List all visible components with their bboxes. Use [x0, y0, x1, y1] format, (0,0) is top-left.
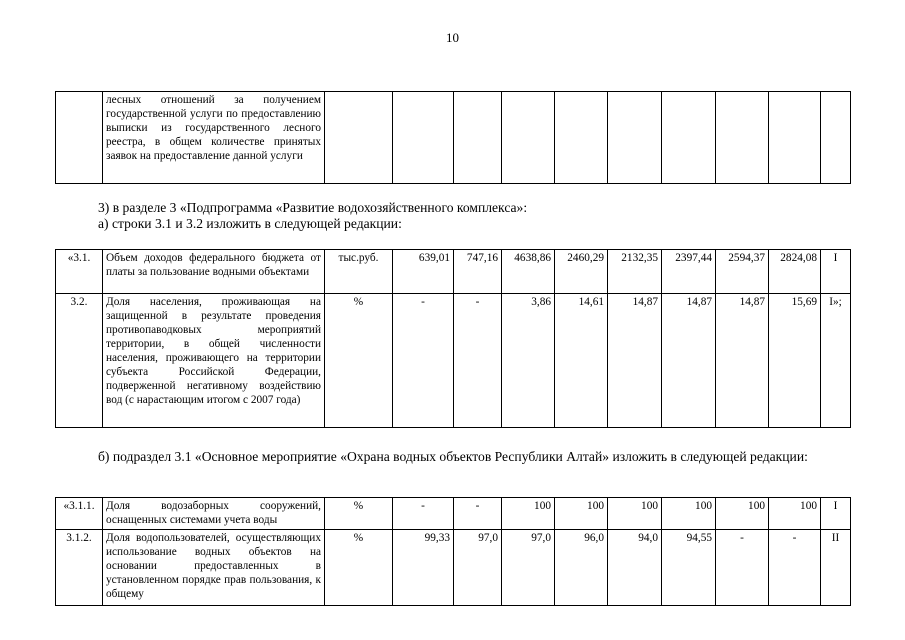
- value-cell: 94,55: [662, 530, 716, 606]
- value-cell: -: [769, 530, 821, 606]
- value-cell: 100: [608, 498, 662, 530]
- table-row: [56, 530, 851, 606]
- paragraph-a: а) строки 3.1 и 3.2 изложить в следующей редакции:: [98, 216, 402, 231]
- value-cell: 15,69: [769, 294, 821, 428]
- value-cell: 4638,86: [502, 250, 555, 294]
- value-cell: 2594,37: [716, 250, 769, 294]
- value-cell: 14,61: [555, 294, 608, 428]
- table-row: [56, 250, 851, 294]
- table-row: [56, 294, 851, 428]
- value-cell: [502, 92, 555, 184]
- row-number-cell: «3.1.: [56, 250, 103, 294]
- value-cell: -: [393, 294, 454, 428]
- row-number-cell: [56, 92, 103, 184]
- value-cell: [769, 92, 821, 184]
- indicator-description-cell: лесных отношений за получением государственной услуги по предоставлению выписки из государственного лесного реестра, в общем количестве принятых заявок на предоставление данной услуги: [103, 92, 325, 184]
- type-cell: II: [821, 530, 851, 606]
- table-bottom: [55, 497, 851, 606]
- unit-cell: тыс.руб.: [325, 250, 393, 294]
- type-cell: I: [821, 498, 851, 530]
- value-cell: 2460,29: [555, 250, 608, 294]
- indicator-description-cell: Доля населения, проживающая на защищенной в результате проведения противопаводковых мероприятий территории, в общей численности населения, проживающего на территории субъекта Российской Федерации, подверженной негативному воздействию вод (с нарастающим итогом с 2007 года): [103, 294, 325, 428]
- value-cell: 100: [716, 498, 769, 530]
- unit-cell: %: [325, 294, 393, 428]
- value-cell: 2132,35: [608, 250, 662, 294]
- indicator-description-cell: Доля водопользователей, осуществляющих использование водных объектов на основании предоставленных в установленном порядке прав пользования, к общему: [103, 530, 325, 606]
- value-cell: 2824,08: [769, 250, 821, 294]
- value-cell: 747,16: [454, 250, 502, 294]
- value-cell: [662, 92, 716, 184]
- value-cell: 99,33: [393, 530, 454, 606]
- table-middle: [55, 249, 851, 428]
- value-cell: [393, 92, 454, 184]
- value-cell: 96,0: [555, 530, 608, 606]
- type-cell: [821, 92, 851, 184]
- value-cell: [608, 92, 662, 184]
- paragraph-b: б) подраздел 3.1 «Основное мероприятие «Охрана водных объектов Республики Алтай» изложить в следующей редакции:: [98, 449, 808, 464]
- indicator-description-cell: Доля водозаборных сооружений, оснащенных системами учета воды: [103, 498, 325, 530]
- unit-cell: %: [325, 530, 393, 606]
- value-cell: -: [716, 530, 769, 606]
- page-number: 10: [446, 30, 459, 45]
- value-cell: 100: [502, 498, 555, 530]
- value-cell: 14,87: [608, 294, 662, 428]
- row-number-cell: 3.1.2.: [56, 530, 103, 606]
- value-cell: 2397,44: [662, 250, 716, 294]
- paragraph-section-3: 3) в разделе 3 «Подпрограмма «Развитие водохозяйственного комплекса»:: [98, 200, 528, 215]
- value-cell: 97,0: [502, 530, 555, 606]
- row-number-cell: 3.2.: [56, 294, 103, 428]
- value-cell: [555, 92, 608, 184]
- type-cell: I: [821, 250, 851, 294]
- indicator-description-cell: Объем доходов федерального бюджета от платы за пользование водными объектами: [103, 250, 325, 294]
- value-cell: -: [454, 498, 502, 530]
- unit-cell: %: [325, 498, 393, 530]
- table-row: [56, 498, 851, 530]
- value-cell: 100: [555, 498, 608, 530]
- value-cell: 3,86: [502, 294, 555, 428]
- value-cell: 639,01: [393, 250, 454, 294]
- value-cell: 94,0: [608, 530, 662, 606]
- value-cell: 14,87: [662, 294, 716, 428]
- value-cell: [454, 92, 502, 184]
- value-cell: [716, 92, 769, 184]
- value-cell: 100: [769, 498, 821, 530]
- value-cell: 14,87: [716, 294, 769, 428]
- value-cell: -: [393, 498, 454, 530]
- unit-cell: [325, 92, 393, 184]
- type-cell: I»;: [821, 294, 851, 428]
- row-number-cell: «3.1.1.: [56, 498, 103, 530]
- table-top: [55, 91, 851, 184]
- value-cell: 97,0: [454, 530, 502, 606]
- table-row: [56, 92, 851, 184]
- value-cell: -: [454, 294, 502, 428]
- value-cell: 100: [662, 498, 716, 530]
